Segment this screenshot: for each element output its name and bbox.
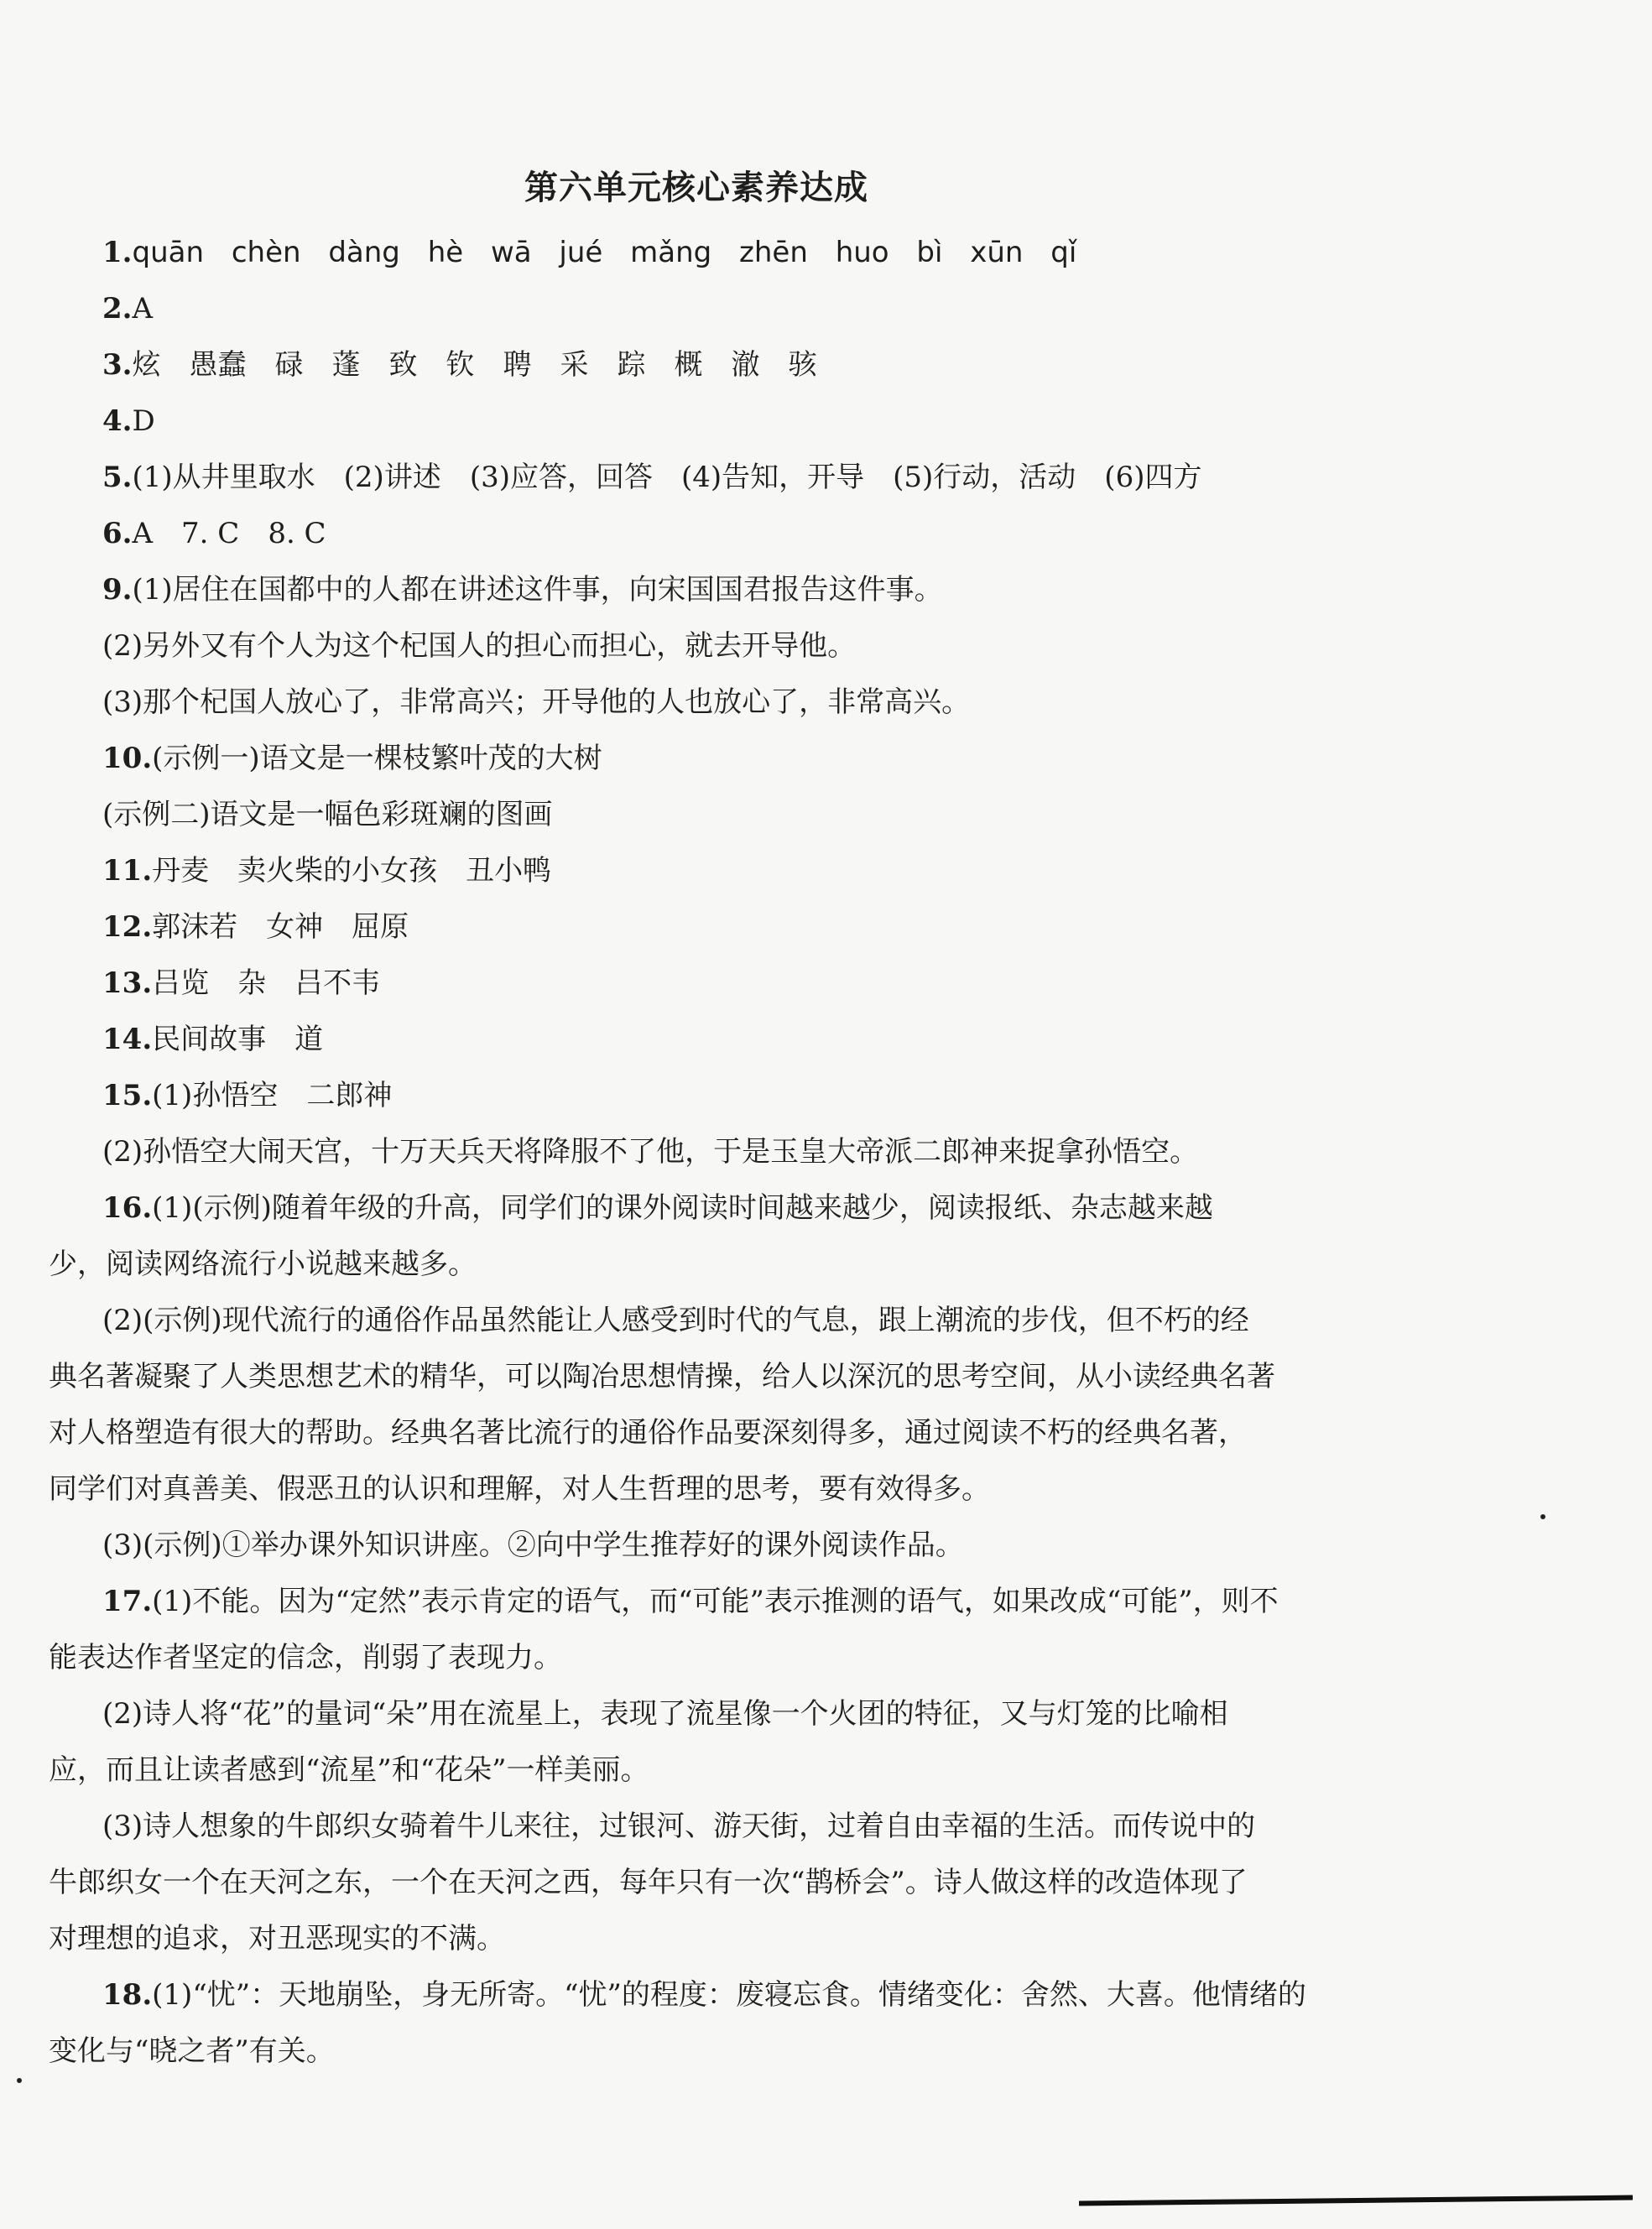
answer-text: A 7. C 8. C xyxy=(132,517,326,550)
answer-text: quān chèn dàng hè wā jué mǎng zhēn huo bì xūn qǐ xyxy=(132,236,1077,269)
answer-text: 同学们对真善美、假恶丑的认识和理解，对人生哲理的思考，要有效得多。 xyxy=(49,1472,990,1506)
answer-text: (示例一)语文是一棵枝繁叶茂的大树 xyxy=(152,742,602,775)
question-number: 15. xyxy=(102,1079,153,1112)
question-number: 11. xyxy=(102,854,153,888)
answer-line xyxy=(49,450,1383,506)
answer-line xyxy=(49,1349,1383,1405)
question-number: 6. xyxy=(102,517,133,550)
question-number: 18. xyxy=(102,1978,153,2012)
scan-speck xyxy=(17,2078,22,2083)
question-number: 4. xyxy=(102,404,133,438)
question-number: 3. xyxy=(102,348,133,382)
answer-line xyxy=(49,899,1383,956)
answer-list xyxy=(49,225,1383,2080)
answer-line xyxy=(49,618,1383,674)
answer-line xyxy=(49,1742,1383,1799)
answer-text: (1)从井里取水 (2)讲述 (3)应答，回答 (4)告知，开导 (5)行动，活动 (6)四方 xyxy=(132,461,1202,494)
answer-line xyxy=(49,787,1383,843)
answer-text: 能表达作者坚定的信念，削弱了表现力。 xyxy=(49,1641,562,1674)
question-number: 5. xyxy=(102,461,133,494)
answer-line xyxy=(49,956,1383,1012)
answer-line xyxy=(49,1911,1383,1967)
answer-text: 牛郎织女一个在天河之东，一个在天河之西，每年只有一次“鹊桥会”。诗人做这样的改造体现了 xyxy=(49,1866,1248,1899)
answer-line xyxy=(49,1012,1383,1068)
answer-line xyxy=(49,1461,1383,1518)
answer-text: 炫 愚蠢 碌 蓬 致 钦 聘 采 踪 概 澈 骇 xyxy=(132,348,817,382)
answer-line xyxy=(49,562,1383,618)
answer-text: (2)诗人将“花”的量词“朵”用在流星上，表现了流星像一个火团的特征，又与灯笼的比喻相 xyxy=(102,1697,1228,1731)
answer-text: (3)(示例)①举办课外知识讲座。②向中学生推荐好的课外阅读作品。 xyxy=(102,1529,964,1562)
answer-text: (3)诗人想象的牛郎织女骑着牛儿来往，过银河、游天街，过着自由幸福的生活。而传说中的 xyxy=(102,1810,1256,1843)
answer-text: (1)孙悟空 二郎神 xyxy=(152,1079,393,1112)
answer-line xyxy=(49,674,1383,731)
answer-text: D xyxy=(132,404,155,438)
answer-text: (3)那个杞国人放心了，非常高兴；开导他的人也放心了，非常高兴。 xyxy=(102,685,971,719)
question-number: 12. xyxy=(102,910,153,944)
answer-line xyxy=(49,1068,1383,1124)
answer-line xyxy=(49,1180,1383,1237)
answer-line xyxy=(49,731,1383,787)
answer-line xyxy=(49,1124,1383,1180)
answer-text: (2)(示例)现代流行的通俗作品虽然能让人感受到时代的气息，跟上潮流的步伐，但不朽的经 xyxy=(102,1304,1249,1337)
page-title: 第六单元核心素养达成 xyxy=(524,169,868,207)
answer-line xyxy=(49,1405,1383,1461)
answer-text: 典名著凝聚了人类思想艺术的精华，可以陶冶思想情操，给人以深沉的思考空间，从小读经典名著 xyxy=(49,1360,1275,1393)
answer-text: (1)(示例)随着年级的升高，同学们的课外阅读时间越来越少，阅读报纸、杂志越来越 xyxy=(152,1191,1213,1225)
answer-line xyxy=(49,843,1383,899)
answer-line xyxy=(49,1518,1383,1574)
answer-text: 吕览 杂 吕不韦 xyxy=(152,966,381,1000)
answer-line xyxy=(49,2023,1383,2080)
scan-speck xyxy=(1540,1514,1545,1519)
answer-line xyxy=(49,1574,1383,1630)
answer-line xyxy=(49,1967,1383,2023)
question-number: 10. xyxy=(102,742,153,775)
answer-line xyxy=(49,1630,1383,1686)
answer-text: 变化与“晓之者”有关。 xyxy=(49,2034,335,2068)
question-number: 14. xyxy=(102,1023,153,1056)
question-number: 17. xyxy=(102,1585,153,1618)
answer-line xyxy=(49,1686,1383,1742)
answer-line xyxy=(49,1799,1383,1855)
answer-text: 对理想的追求，对丑恶现实的不满。 xyxy=(49,1922,505,1956)
answer-text: 少，阅读网络流行小说越来越多。 xyxy=(49,1247,477,1281)
question-number: 9. xyxy=(102,573,133,607)
answer-text: (2)另外又有个人为这个杞国人的担心而担心，就去开导他。 xyxy=(102,629,857,663)
answer-text: (2)孙悟空大闹天宫，十万天兵天将降服不了他，于是玉皇大帝派二郎神来捉拿孙悟空。 xyxy=(102,1135,1199,1169)
answer-line xyxy=(49,1855,1383,1911)
question-number: 1. xyxy=(102,236,133,269)
question-number: 2. xyxy=(102,292,133,325)
answer-text: (示例二)语文是一幅色彩斑斓的图画 xyxy=(102,798,553,831)
answer-line xyxy=(49,1293,1383,1349)
answer-text: (1)不能。因为“定然”表示肯定的语气，而“可能”表示推测的语气，如果改成“可能”，则不 xyxy=(152,1585,1279,1618)
footer-rule xyxy=(1079,2195,1633,2206)
answer-line xyxy=(49,225,1383,281)
answer-text: (1)居住在国都中的人都在讲述这件事，向宋国国君报告这件事。 xyxy=(132,573,943,607)
answer-text: 郭沫若 女神 屈原 xyxy=(152,910,409,944)
answer-line xyxy=(49,393,1383,450)
answer-text: A xyxy=(132,292,154,325)
answer-text: 民间故事 道 xyxy=(152,1023,324,1056)
answer-text: 丹麦 卖火柴的小女孩 丑小鸭 xyxy=(152,854,552,888)
question-number: 16. xyxy=(102,1191,153,1225)
question-number: 13. xyxy=(102,966,153,1000)
answer-line xyxy=(49,281,1383,337)
answer-text: (1)“忧”：天地崩坠，身无所寄。“忧”的程度：废寝忘食。情绪变化：舍然、大喜。他情绪的 xyxy=(152,1978,1306,2012)
answer-line xyxy=(49,506,1383,562)
answer-line xyxy=(49,1237,1383,1293)
answer-text: 应，而且让读者感到“流星”和“花朵”一样美丽。 xyxy=(49,1753,649,1787)
answer-text: 对人格塑造有很大的帮助。经典名著比流行的通俗作品要深刻得多，通过阅读不朽的经典名著， xyxy=(49,1416,1247,1450)
answer-line xyxy=(49,337,1383,393)
